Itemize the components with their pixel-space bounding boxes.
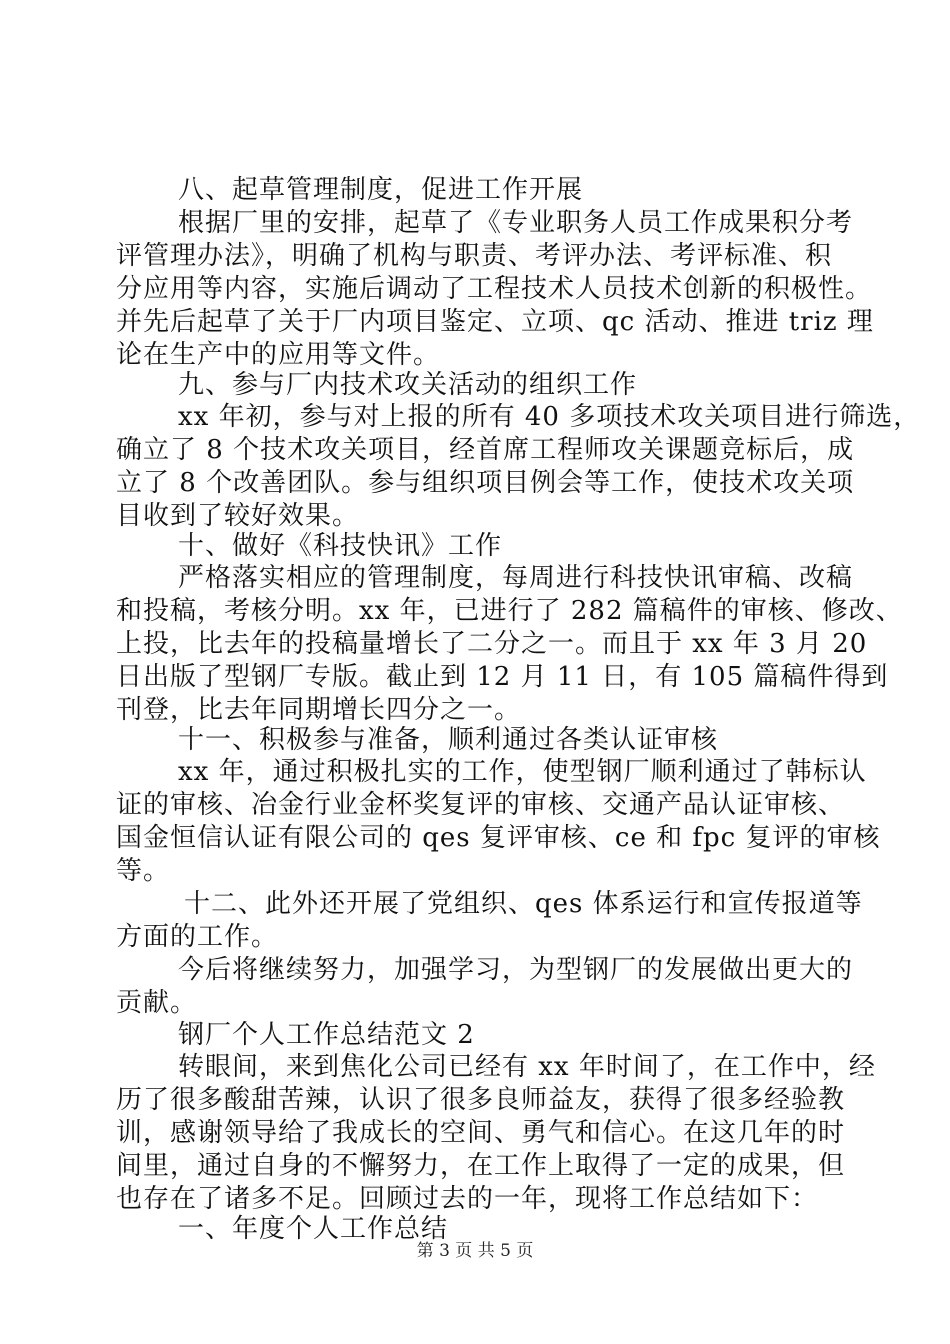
text-line: 八、起草管理制度，促进工作开展 [178, 175, 584, 205]
text-line: 一、年度个人工作总结 [178, 1214, 449, 1244]
text-line: 和投稿，考核分明。xx 年，已进行了 282 篇稿件的审核、修改、 [116, 596, 903, 626]
text-line: 十一、积极参与准备，顺利通过各类认证审核 [178, 725, 719, 755]
text-line: 间里，通过自身的不懈努力，在工作上取得了一定的成果，但 [116, 1151, 846, 1181]
text-line: 九、参与厂内技术攻关活动的组织工作 [178, 370, 638, 400]
text-line: 等。 [116, 856, 171, 886]
text-line: xx 年，通过积极扎实的工作，使型钢厂顺利通过了韩标认 [178, 757, 867, 787]
text-line: 并先后起草了关于厂内项目鉴定、立项、qc 活动、推进 triz 理 [116, 307, 874, 337]
text-line: 目收到了较好效果。 [116, 501, 360, 531]
text-line: 证的审核、冶金行业金杯奖复评的审核、交通产品认证审核、 [116, 790, 846, 820]
text-line: 分应用等内容，实施后调动了工程技术人员技术创新的积极性。 [116, 274, 873, 304]
text-line: 钢厂个人工作总结范文 2 [178, 1020, 475, 1050]
text-line: 评管理办法》，明确了机构与职责、考评办法、考评标准、积 [116, 241, 833, 271]
text-line: 历了很多酸甜苦辣，认识了很多良师益友，获得了很多经验教 [116, 1085, 846, 1115]
text-line: 也存在了诸多不足。回顾过去的一年，现将工作总结如下： [116, 1184, 819, 1214]
text-line: 上投，比去年的投稿量增长了二分之一。而且于 xx 年 3 月 20 [116, 629, 868, 659]
text-line: 今后将继续努力，加强学习，为型钢厂的发展做出更大的 [178, 955, 854, 985]
text-line: 训，感谢领导给了我成长的空间、勇气和信心。在这几年的时 [116, 1118, 846, 1148]
text-line: 论在生产中的应用等文件。 [116, 340, 441, 370]
text-line: 国金恒信认证有限公司的 qes 复评审核、ce 和 fpc 复评的审核 [116, 823, 881, 853]
text-line: 刊登，比去年同期增长四分之一。 [116, 695, 522, 725]
text-line: 确立了 8 个技术攻关项目，经首席工程师攻关课题竞标后，成 [116, 435, 855, 465]
text-line: 转眼间，来到焦化公司已经有 xx 年时间了，在工作中，经 [178, 1052, 876, 1082]
text-line: 根据厂里的安排，起草了《专业职务人员工作成果积分考 [178, 208, 854, 238]
text-line: xx 年初，参与对上报的所有 40 多项技术攻关项目进行筛选， [178, 402, 921, 432]
text-line: 十、做好《科技快讯》工作 [178, 531, 503, 561]
page-footer: 第 3 页 共 5 页 [416, 1241, 534, 1261]
text-line: 立了 8 个改善团队。参与组织项目例会等工作，使技术攻关项 [116, 468, 855, 498]
text-line: 严格落实相应的管理制度，每周进行科技快讯审稿、改稿 [178, 563, 854, 593]
text-line: 十二、此外还开展了党组织、qes 体系运行和宣传报道等 [184, 889, 863, 919]
text-line: 日出版了型钢厂专版。截止到 12 月 11 日，有 105 篇稿件得到 [116, 662, 889, 692]
text-line: 方面的工作。 [116, 922, 279, 952]
text-line: 贡献。 [116, 988, 198, 1018]
